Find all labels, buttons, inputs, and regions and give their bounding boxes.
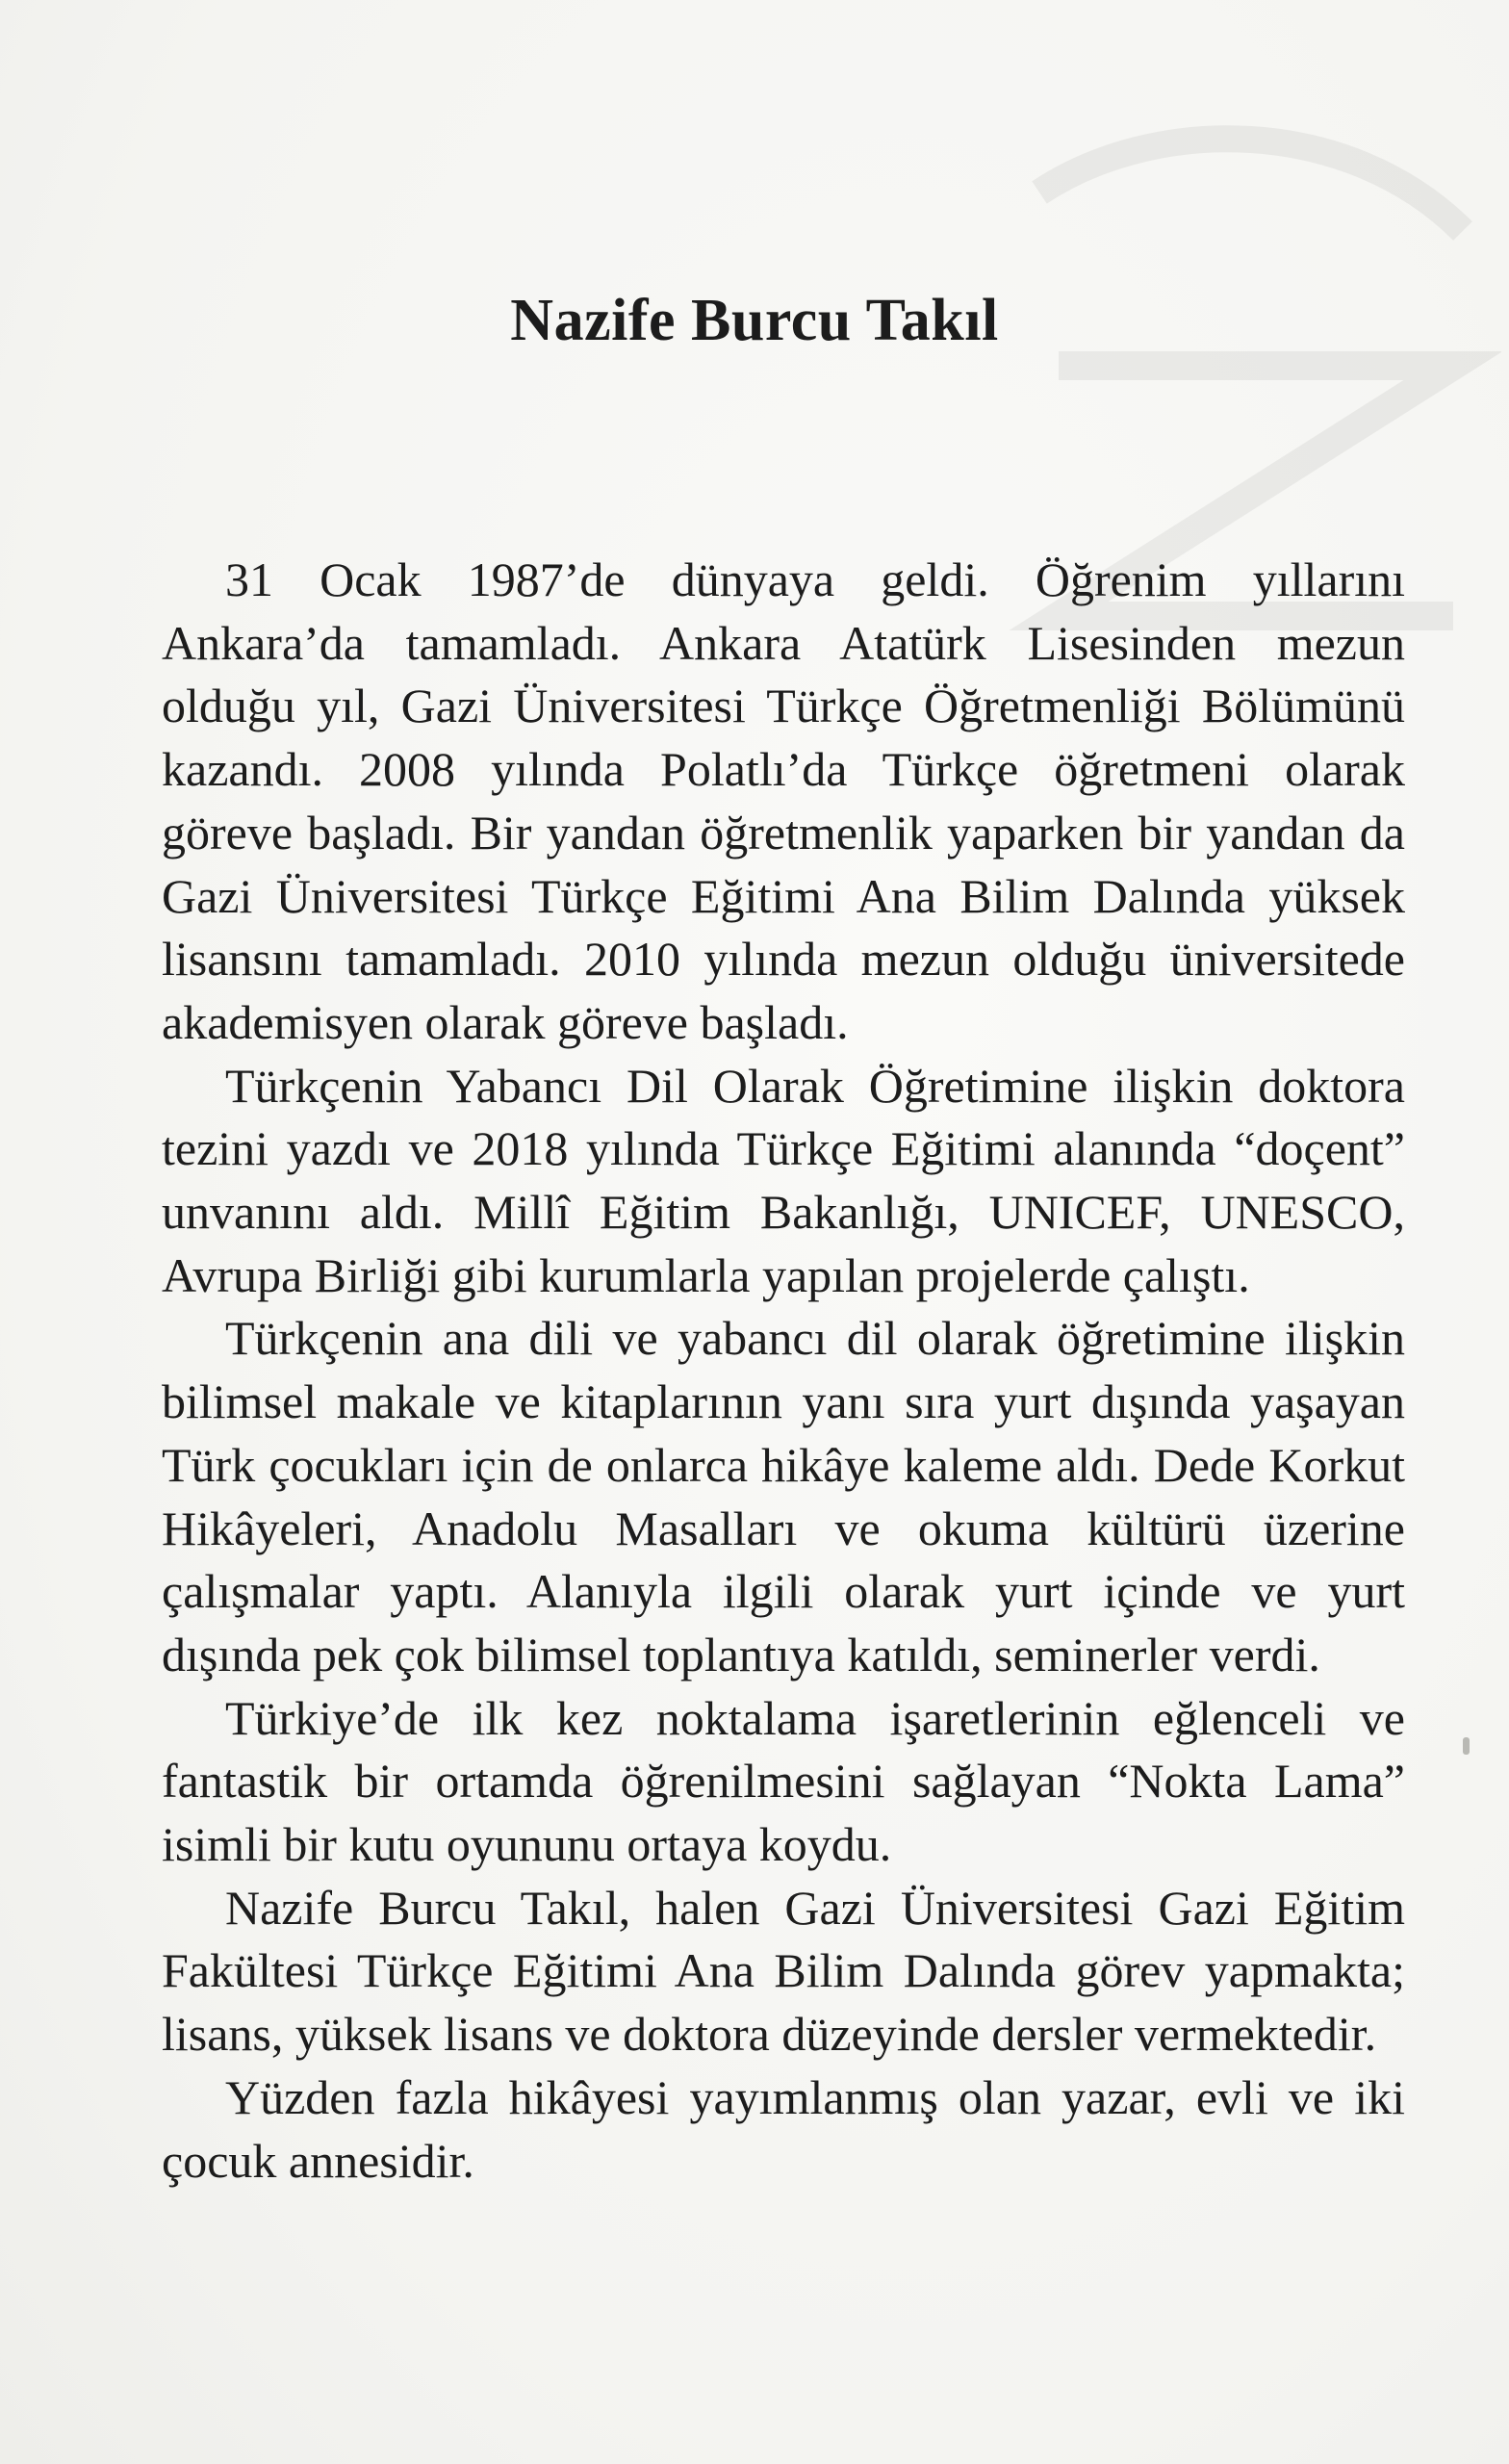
biography-text bbox=[162, 549, 1405, 2193]
paragraph-birth-education: 31 Ocak 1987’de dünyaya geldi. Öğrenim yıllarını Ankara’da tamamladı. Ankara Atatürk Lisesinden mezun olduğu yıl, Gazi Üniversitesi Türkçe Öğretmenliği Bölümünü kazandı. 2008 yılında Polatlı’da Türkçe öğretmeni olarak göreve başladı. Bir yandan öğretmenlik yaparken bir yandan da Gazi Üniversitesi Türkçe Eğitimi Ana Bilim Dalında yüksek lisansını tamamladı. 2010 yılında mezun olduğu üniversitede akademisyen olarak göreve başladı. bbox=[162, 552, 1405, 1049]
paragraph-doctorate: Türkçenin Yabancı Dil Olarak Öğretimine ilişkin doktora tezini yazdı ve 2018 yılında Türkçe Eğitimi alanında “doçent” unvanını aldı. Millî Eğitim Bakanlığı, UNICEF, UNESCO, Avrupa Birliği gibi kurumlarla yapılan projelerde çalıştı. bbox=[162, 1058, 1405, 1302]
paragraph-board-game: Türkiye’de ilk kez noktalama işaretlerinin eğlenceli ve fantastik bir ortamda öğrenilmesini sağlayan “Nokta Lama” isimli bir kutu oyununu ortaya koydu. bbox=[162, 1690, 1405, 1872]
paragraph-publications: Türkçenin ana dili ve yabancı dil olarak öğretimine ilişkin bilimsel makale ve kitaplarının yanı sıra yurt dışında yaşayan Türk çocukları için de onlarca hikâye kaleme aldı. Dede Korkut Hikâyeleri, Anadolu Masalları ve okuma kültürü üzerine çalışmalar yaptı. Alanıyla ilgili olarak yurt içinde ve yurt dışında pek çok bilimsel toplantıya katıldı, seminerler verdi. bbox=[162, 1311, 1405, 1681]
paper-speck bbox=[1463, 1737, 1470, 1755]
page-title: Nazife Burcu Takıl bbox=[510, 288, 999, 353]
paragraph-current-position: Nazife Burcu Takıl, halen Gazi Üniversitesi Gazi Eğitim Fakültesi Türkçe Eğitimi Ana Bilim Dalında görev yapmakta; lisans, yüksek lisans ve doktora düzeyinde dersler vermektedir. bbox=[162, 1880, 1405, 2062]
paragraph-personal: Yüzden fazla hikâyesi yayımlanmış olan yazar, evli ve iki çocuk annesidir. bbox=[162, 2069, 1405, 2188]
